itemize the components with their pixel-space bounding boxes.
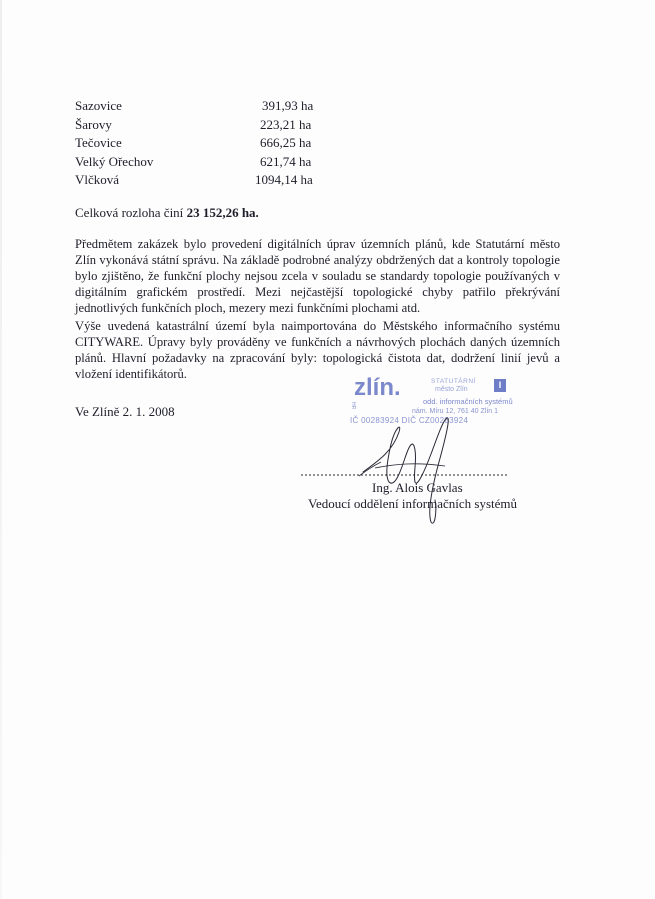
area-name: Vlčková bbox=[75, 172, 120, 187]
area-table bbox=[75, 97, 355, 190]
area-name: Šarovy bbox=[75, 116, 112, 132]
area-row bbox=[75, 153, 355, 172]
area-value: 1094,14 ha bbox=[255, 172, 313, 187]
stamp-line: STATUTÁRNÍ bbox=[431, 378, 476, 385]
stamp-logo: zlín. bbox=[354, 374, 401, 401]
stamp-line: IČ 00283924 DIČ CZ00283924 bbox=[350, 416, 469, 425]
paragraph-description: Předmětem zakázek bylo provedení digitálních úprav územních plánů, kde Statutární město Zlín vykonává státní správu. Na základě podrobné analýzy obdržených dat a kontroly topologie bylo zjištěno, že funkční plochy nejsou zcela v souladu se standardy topologie používaných v digitálním grafickém prostředí. Mezi nejčastější topologické chyby patřilo překrývání jednotlivých funkčních ploch, mezery mezi funkčními plochami atd. bbox=[75, 237, 560, 315]
area-value: 391,93 ha bbox=[262, 98, 314, 113]
stamp-line: město Zlín bbox=[435, 386, 468, 393]
place-date: Ve Zlíně 2. 1. 2008 bbox=[75, 404, 175, 419]
area-name: Sazovice bbox=[75, 98, 122, 113]
paragraph-import: Výše uvedená katastrální území byla naimportována do Městského informačního systému CITYWARE. Úpravy byly prováděny ve funkčních a návrhových plochách daných územních plánů. Hlavní požadavky na zpracování byly: topologická čistota dat, dodržení linií jevů a vložení identifikátorů. bbox=[75, 319, 560, 381]
stamp-line: odd. informačních systémů bbox=[423, 397, 513, 406]
handwritten-signature bbox=[355, 410, 495, 530]
area-value: 666,25 ha bbox=[260, 135, 312, 150]
area-value: 621,74 ha bbox=[260, 153, 312, 169]
scan-edge bbox=[0, 0, 2, 899]
stamp-line: nám. Míru 12, 761 40 Zlín 1 bbox=[412, 408, 498, 415]
area-row bbox=[75, 116, 355, 135]
area-row bbox=[75, 134, 355, 153]
total-value: 23 152,26 ha. bbox=[186, 205, 259, 220]
area-row bbox=[75, 171, 355, 190]
signer-title: Vedoucí oddělení informačních systémů bbox=[308, 496, 518, 511]
signer-name: Ing. Alois Gavlas bbox=[372, 480, 463, 495]
area-row bbox=[75, 97, 355, 116]
stamp-side-text: HR bbox=[350, 402, 356, 410]
total-area bbox=[75, 205, 259, 221]
area-name: Velký Ořechov bbox=[75, 153, 154, 169]
area-name: Tečovice bbox=[75, 135, 122, 150]
stamp-box-icon: I bbox=[494, 379, 506, 392]
area-value: 223,21 ha bbox=[260, 116, 312, 132]
total-label: Celková rozloha činí bbox=[75, 205, 187, 220]
